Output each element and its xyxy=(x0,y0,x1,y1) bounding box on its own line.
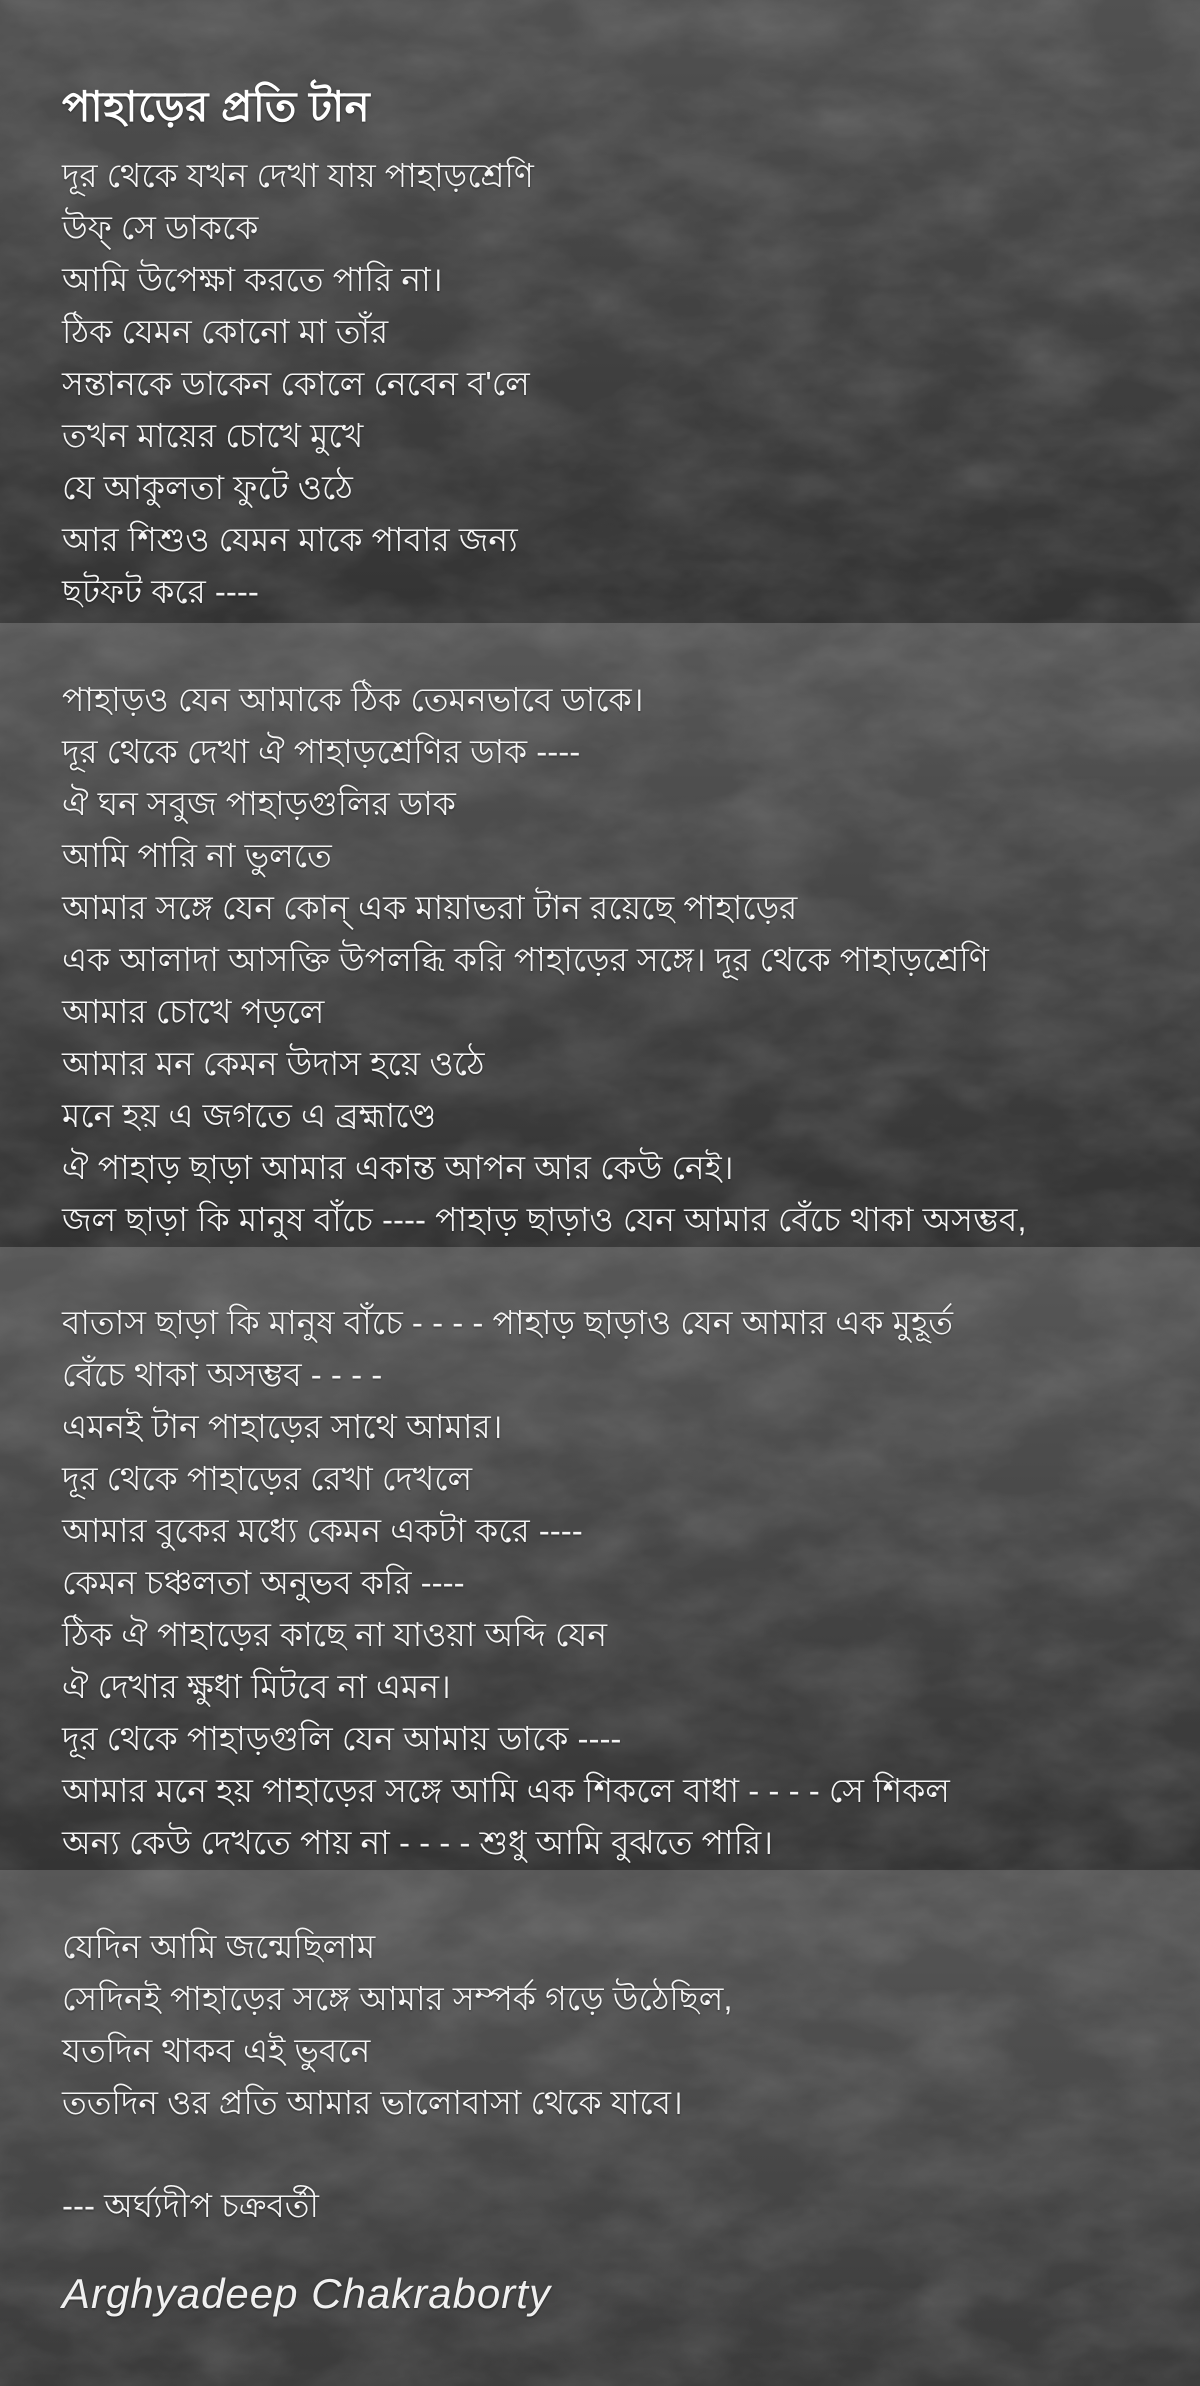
poem-line: আমার মনে হয় পাহাড়ের সঙ্গে আমি এক শিকলে বাধা - - - - সে শিকল xyxy=(62,1772,950,1809)
poem-line: ছটফট করে ---- xyxy=(62,573,259,610)
poem-line: পাহাড়ও যেন আমাকে ঠিক তেমনভাবে ডাকে। xyxy=(62,681,644,718)
poem-line: দূর থেকে পাহাড়ের রেখা দেখলে xyxy=(62,1460,473,1497)
poem-line: আমার বুকের মধ্যে কেমন একটা করে ---- xyxy=(62,1512,583,1549)
poem-stanza-2 xyxy=(62,674,1152,1246)
poem-line: এক আলাদা আসক্তি উপলব্ধি করি পাহাড়ের সঙ্গে। দূর থেকে পাহাড়শ্রেণি xyxy=(62,941,989,978)
poem-line: আমার চোখে পড়লে xyxy=(62,993,325,1030)
poem-line: জল ছাড়া কি মানুষ বাঁচে ---- পাহাড় ছাড়াও যেন আমার বেঁচে থাকা অসম্ভব, xyxy=(62,1201,1027,1238)
poem-line: আমি পারি না ভুলতে xyxy=(62,837,332,874)
poem-line: আর শিশুও যেমন মাকে পাবার জন্য xyxy=(62,521,518,558)
poem-line: বেঁচে থাকা অসম্ভব - - - - xyxy=(62,1356,383,1393)
poem-line: ঠিক ঐ পাহাড়ের কাছে না যাওয়া অব্দি যেন xyxy=(62,1616,608,1653)
poem-line: ঐ দেখার ক্ষুধা মিটবে না এমন। xyxy=(62,1668,451,1705)
poem-line: দূর থেকে দেখা ঐ পাহাড়শ্রেণির ডাক ---- xyxy=(62,733,581,770)
poem-line: আমার মন কেমন উদাস হয়ে ওঠে xyxy=(62,1045,485,1082)
poet-signoff: --- অর্ঘ্যদীপ চক্রবর্তী xyxy=(62,2187,319,2224)
poem-line: মনে হয় এ জগতে এ ব্রহ্মাণ্ডে xyxy=(62,1097,437,1134)
poem-line: যতদিন থাকব এই ভুবনে xyxy=(62,2032,371,2069)
author-signature: Arghyadeep Chakraborty xyxy=(62,2270,551,2317)
poem-line: কেমন চঞ্চলতা অনুভব করি ---- xyxy=(62,1564,465,1601)
poem-line: ততদিন ওর প্রতি আমার ভালোবাসা থেকে যাবে। xyxy=(62,2084,683,2121)
poem-line: এমনই টান পাহাড়ের সাথে আমার। xyxy=(62,1408,503,1445)
poem-line: সেদিনই পাহাড়ের সঙ্গে আমার সম্পর্ক গড়ে উঠেছিল, xyxy=(62,1980,733,2017)
poem-line: যে আকুলতা ফুটে ওঠে xyxy=(62,469,353,506)
poem-line: তখন মায়ের চোখে মুখে xyxy=(62,417,364,454)
poem-line: ঐ ঘন সবুজ পাহাড়গুলির ডাক xyxy=(62,785,456,822)
poem-line: অন্য কেউ দেখতে পায় না - - - - শুধু আমি বুঝতে পারি। xyxy=(62,1824,773,1861)
poem-stanza-3 xyxy=(62,1297,1152,1869)
poem-title: পাহাড়ের প্রতি টান xyxy=(62,83,371,131)
poem-line: আমি উপেক্ষা করতে পারি না। xyxy=(62,261,443,298)
poem-line: বাতাস ছাড়া কি মানুষ বাঁচে - - - - পাহাড় ছাড়াও যেন আমার এক মুহূর্ত xyxy=(62,1304,954,1341)
poem-stanza-1 xyxy=(62,150,1152,618)
poem-line: দূর থেকে পাহাড়গুলি যেন আমায় ডাকে ---- xyxy=(62,1720,622,1757)
poem-line: ঠিক যেমন কোনো মা তাঁর xyxy=(62,313,389,350)
poem-line: সন্তানকে ডাকেন কোলে নেবেন ব'লে xyxy=(62,365,530,402)
poem-line: দূর থেকে যখন দেখা যায় পাহাড়শ্রেণি xyxy=(62,157,534,194)
poem-line: আমার সঙ্গে যেন কোন্ এক মায়াভরা টান রয়েছে পাহাড়ের xyxy=(62,889,798,926)
poem-line: যেদিন আমি জন্মেছিলাম xyxy=(62,1928,376,1965)
poem-line: উফ্ সে ডাককে xyxy=(62,209,259,246)
poem-line: ঐ পাহাড় ছাড়া আমার একান্ত আপন আর কেউ নেই। xyxy=(62,1149,734,1186)
poem-stanza-4 xyxy=(62,1921,1152,2129)
